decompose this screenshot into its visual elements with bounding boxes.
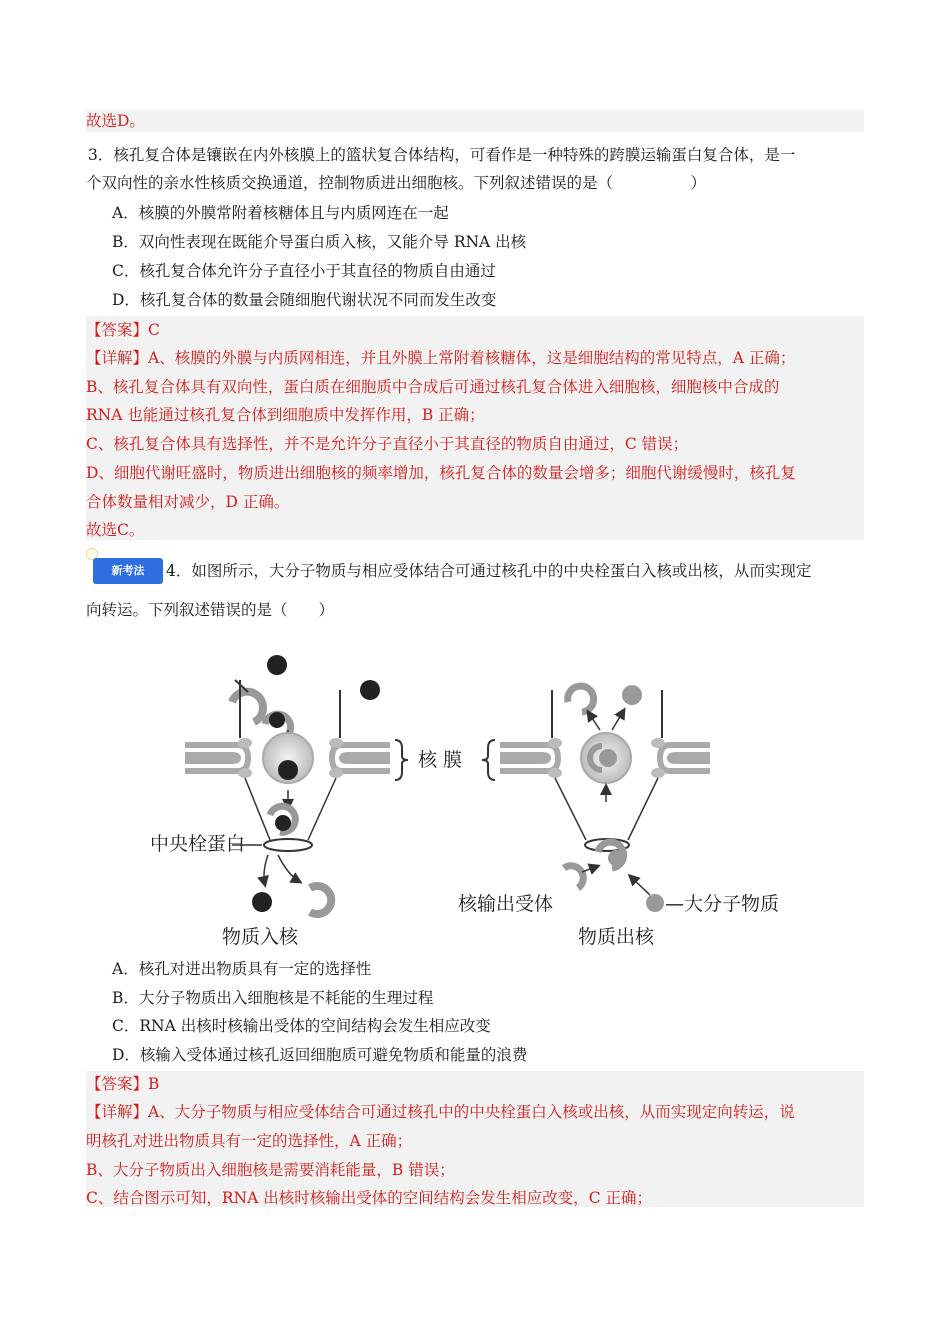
- q4-explain-line2: 明核孔对进出物质具有一定的选择性，A 正确；: [86, 1132, 413, 1150]
- q3-explain-label: 【详解】: [86, 349, 149, 367]
- label-export: 物质出核: [578, 926, 655, 948]
- q4-option-c: C．RNA 出核时核输出受体的空间结构会发生相应改变: [112, 1017, 491, 1035]
- q4-answer: [86, 1072, 159, 1096]
- q4-answer-value: B: [148, 1075, 160, 1093]
- label-macromolecule: —大分子物质: [665, 893, 780, 915]
- label-export-receptor: 核输出受体: [458, 893, 554, 915]
- q3-stem-line2: 个双向性的亲水性核质交换通道，控制物质进出细胞核。下列叙述错误的是（ ）: [86, 174, 707, 192]
- label-import: 物质入核: [222, 926, 299, 948]
- cargo-top-right: [360, 680, 380, 700]
- q4-explain-line1: [86, 1100, 795, 1124]
- q3-option-c: C．核孔复合体允许分子直径小于其直径的物质自由通过: [112, 262, 496, 280]
- q3-stem-line1: 3．核孔复合体是镶嵌在内外核膜上的篮状复合体结构，可看作是一种特殊的跨膜运输蛋白复合体，是一: [88, 146, 796, 164]
- q4-answer-label: 【答案】: [86, 1075, 149, 1093]
- import-diagram: [150, 655, 390, 948]
- q3-conclusion: 故选C。: [86, 521, 145, 539]
- prev-conclusion-bg: [86, 110, 864, 132]
- nuclear-pore-transport-figure: [150, 640, 830, 960]
- export-diagram: [458, 685, 779, 948]
- q3-explain-line4: C、核孔复合体具有选择性，并不是允许分子直径小于其直径的物质自由通过，C 错误；: [86, 435, 689, 453]
- cargo-top: [267, 655, 287, 675]
- q4-option-b: B．大分子物质出入细胞核是不耗能的生理过程: [112, 989, 434, 1007]
- q3-answer: [86, 318, 160, 342]
- new-method-badge: 新考法: [93, 558, 163, 584]
- q4-explain-label: 【详解】: [86, 1103, 149, 1121]
- label-nuclear-membrane: 核 膜: [418, 749, 463, 771]
- q4-stem-line1: 4．如图所示，大分子物质与相应受体结合可通过核孔中的中央栓蛋白入核或出核，从而实现定: [166, 562, 812, 580]
- membrane-label: [395, 740, 495, 780]
- q4-explain-text: A、大分子物质与相应受体结合可通过核孔中的中央栓蛋白入核或出核，从而实现定向转运，说: [148, 1103, 795, 1121]
- q4-option-a: A．核孔对进出物质具有一定的选择性: [112, 960, 372, 978]
- q4-option-d: D．核输入受体通过核孔返回细胞质可避免物质和能量的浪费: [112, 1046, 528, 1064]
- q3-option-d: D．核孔复合体的数量会随细胞代谢状况不同而发生改变: [112, 291, 497, 309]
- q3-option-b: B．双向性表现在既能介导蛋白质入核，又能介导 RNA 出核: [112, 233, 527, 251]
- q4-explain-line4: C、结合图示可知，RNA 出核时核输出受体的空间结构会发生相应改变，C 正确；: [86, 1189, 653, 1207]
- q4-explain-line3: B、大分子物质出入细胞核是需要消耗能量，B 错误；: [86, 1161, 455, 1179]
- q4-stem-line2: 向转运。下列叙述错误的是（ ）: [86, 601, 335, 619]
- prev-conclusion: 故选D。: [86, 112, 145, 130]
- import-receptor-top: [232, 692, 263, 722]
- label-central-plug: 中央栓蛋白: [150, 833, 246, 855]
- q3-explain-line5: D、细胞代谢旺盛时，物质进出细胞核的频率增加，核孔复合体的数量会增多；细胞代谢缓慢时，核孔复: [86, 464, 796, 482]
- q3-option-a: A．核膜的外膜常附着核糖体且与内质网连在一起: [112, 204, 449, 222]
- q3-explain-line6: 合体数量相对减少，D 正确。: [86, 493, 290, 511]
- q3-explain-text: A、核膜的外膜与内质网相连，并且外膜上常附着核糖体，这是细胞结构的常见特点，A 正确；: [148, 349, 796, 367]
- q3-explain-line2: B、核孔复合体具有双向性，蛋白质在细胞质中合成后可通过核孔复合体进入细胞核，细胞核中合成的: [86, 378, 780, 396]
- q3-answer-label: 【答案】: [86, 321, 149, 339]
- q3-explain-line1: [86, 346, 795, 370]
- q3-answer-value: C: [148, 321, 160, 339]
- q3-explain-line3: RNA 也能通过核孔复合体到细胞质中发挥作用，B 正确；: [86, 406, 485, 424]
